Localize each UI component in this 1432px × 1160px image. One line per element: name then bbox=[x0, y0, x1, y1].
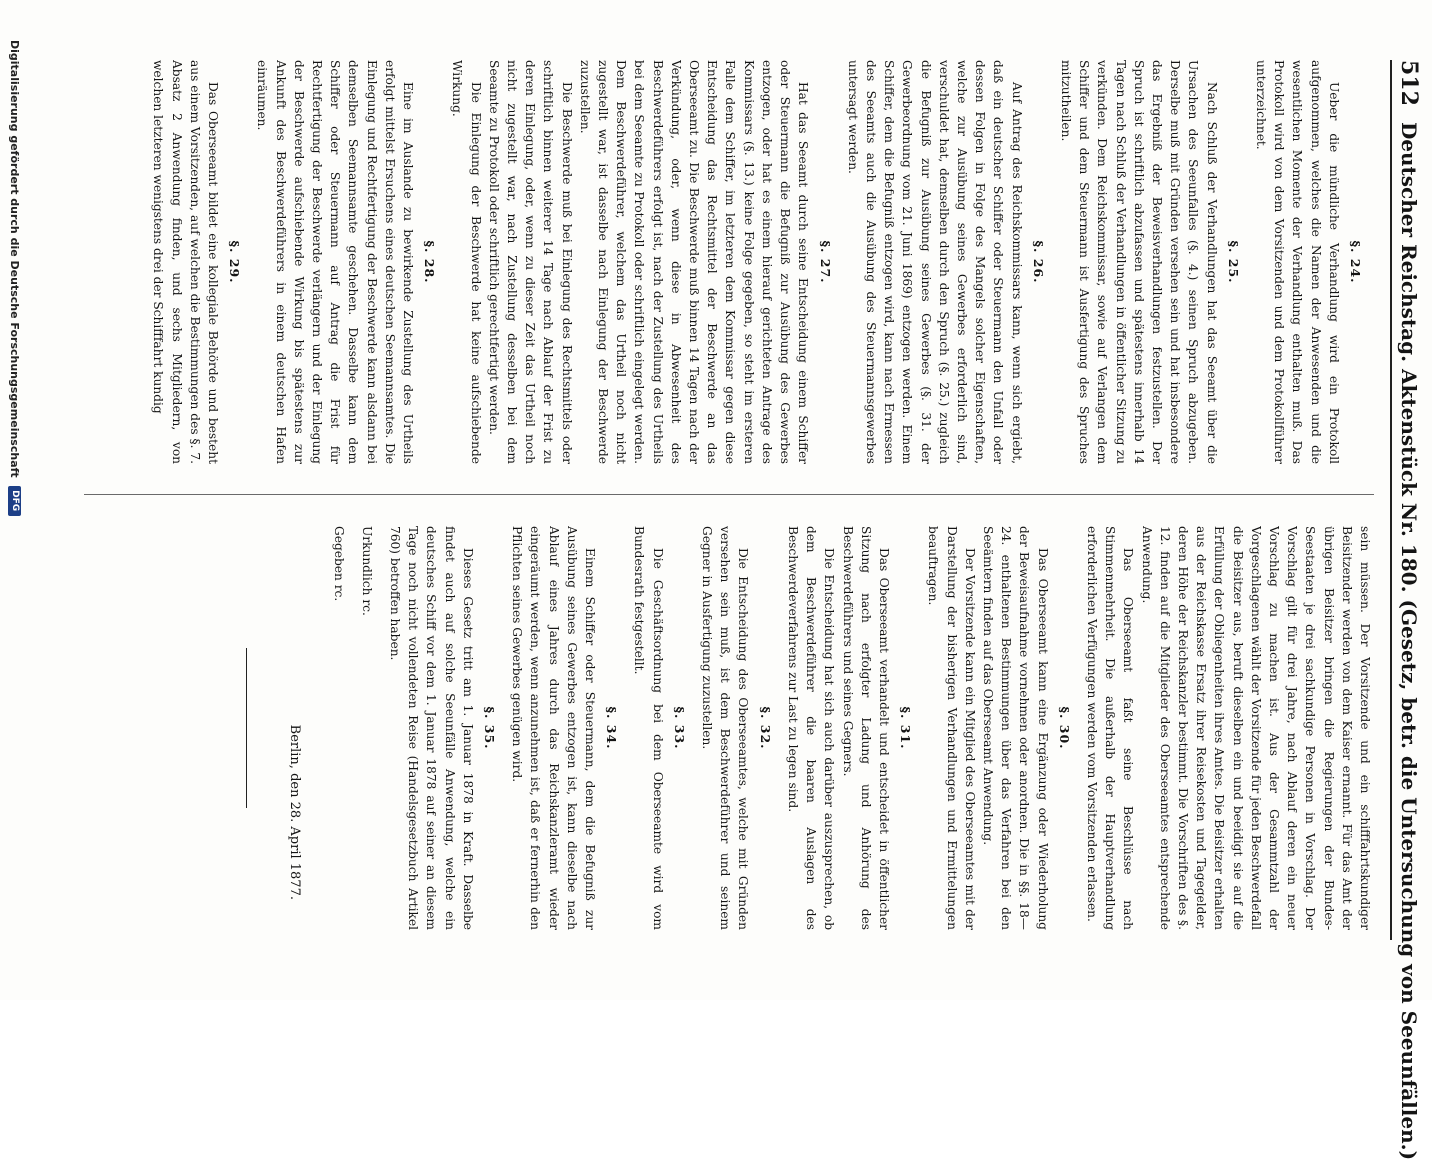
paragraph: Das Oberseeamt bildet eine kollegiale Behörde und besteht aus einem Vorsitzenden, auf welchen die Bestimmungen des §. 7. Absatz 2 Anwendung finden, und sechs Mitgliedern, von welchen letzteren wenigstens drei der Schifffahrt kundig bbox=[151, 60, 221, 464]
dfg-logo-icon: DFG bbox=[9, 486, 22, 516]
page-header bbox=[1390, 60, 1426, 1160]
page-footer bbox=[6, 40, 24, 960]
column-divider bbox=[84, 494, 1374, 495]
running-title: Deutscher Reichstag. Aktenstück Nr. 180. (Gesetz, betr. die Untersuchung von Seeunfällen.) bbox=[1397, 121, 1421, 1160]
closing-rule bbox=[246, 648, 247, 808]
paragraph: Der Vorsitzende kann ein Mitglied des Oberseeamtes mit der Darstellung der bisherigen Verhandlungen und Ermittelungen beauftragen. bbox=[926, 526, 977, 930]
left-column bbox=[84, 60, 1374, 464]
section-heading: §. 28. bbox=[422, 240, 438, 284]
paragraph: Die Entscheidung hat sich auch darüber auszusprechen, ob dem Beschwerdeführer die baaren Auslagen des Beschwerdeverfahrens zur Last zu legen sind. bbox=[785, 526, 837, 930]
paragraph: Die Entscheidung des Oberseeamtes, welche mit Gründen versehen sein muß, ist dem Beschwerdeführer und seinem Gegner in Ausfertigung zuzustellen. bbox=[700, 526, 751, 930]
paragraph: Das Oberseeamt faßt seine Beschlüsse nach Stimmenmehrheit. Die außerhalb der Hauptverhandlung erforderlichen Verfügungen werden vom Vorsitzenden erlassen. bbox=[1084, 526, 1136, 930]
section-heading: §. 34. bbox=[604, 706, 620, 750]
section-heading: §. 35. bbox=[482, 706, 498, 750]
page-number: 512 bbox=[1396, 60, 1422, 106]
paragraph: Einem Schiffer oder Steuermann, dem die Befugniß zur Ausübung seines Gewerbes entzogen ist, kann dieselbe nach Ablauf eines Jahres durch das Reichskanzleramt wieder eingeräumt werden, wenn anzunehmen ist, daß er fernerhin den Pflichten seines Gewerbes genügen wird. bbox=[510, 526, 598, 930]
digitization-credit: Digitalisierung gefördert durch die Deutsche Forschungsgemeinschaft bbox=[8, 40, 22, 478]
section-heading: §. 29. bbox=[227, 240, 243, 284]
section-heading: §. 32. bbox=[757, 706, 773, 750]
section-heading: §. 25. bbox=[1225, 240, 1241, 284]
paragraph: Auf Antrag des Reichskommissars kann, wenn sich ergiebt, daß ein deutscher Schiffer oder Steuermann den Unfall oder dessen Folgen in Folge des Mangels solcher Eigenschaften, welche zur Ausübung seines Gewerbes erforderlich sind, verschuldet hat, demselben durch den Spruch (§. 25.) zugleich die Befugniß zur Ausübung seines Gewerbes (§. 31. der Gewerbeordnung vom 21. Juni 1869) entzogen werden. Einem Schiffer, dem die Befugniß entzogen wird, kann nach Ermessen des Seeamts auch die Ausübung des Steuermannsgewerbes untersagt werden. bbox=[845, 60, 1024, 464]
paragraph: Ueber die mündliche Verhandlung wird ein Protokoll aufgenommen, welches die Namen der Anwesenden und die wesentlichen Momente der Verhandlung enthalten muß. Das Protokoll wird von dem Vorsitzenden und dem Protokollführer unterzeichnet. bbox=[1253, 60, 1341, 464]
paragraph: Dieses Gesetz tritt am 1. Januar 1878 in Kraft. Dasselbe findet auch auf solche Seeunfälle Anwendung, welche ein deutsches Schiff vor dem 1. Januar 1878 auf seiner an diesem Tage noch nicht vollendeten Reise (Handelsgesetzbuch Artikel 760) betroffen haben. bbox=[388, 526, 475, 930]
section-heading: §. 30. bbox=[1056, 706, 1072, 750]
closing-line: Urkundlich rc. bbox=[359, 526, 374, 616]
right-column bbox=[84, 526, 1374, 930]
section-heading: §. 31. bbox=[898, 706, 914, 750]
section-heading: §. 33. bbox=[671, 706, 687, 750]
paragraph: Die Einlegung der Beschwerde hat keine aufschiebende Wirkung. bbox=[450, 60, 483, 464]
paragraph: Hat das Seeamt durch seine Entscheidung einem Schiffer oder Steuermann die Befugniß zur Ausübung des Gewerbes entzogen, oder hat es einem hierauf gerichteten Antrage des Kommissars (§. 13.) keine Folge gegeben, so steht im ersteren Falle dem Schiffer, im letzteren dem Kommissar gegen diese Entscheidung das Rechtsmittel der Beschwerde an das Oberseeamt zu. Die Beschwerde muß binnen 14 Tagen nach der Verkündung, oder, wenn diese in Abwesenheit des Beschwerdeführers erfolgt ist, nach der Zustellung des Urtheils bei dem Seeamte zu Protokoll oder schriftlich eingelegt werden. Dem Beschwerdeführer, welchem das Urtheil noch nicht zugestellt war, ist dasselbe nach Einlegung der Beschwerde zuzustellen. bbox=[577, 60, 811, 464]
section-heading: §. 26. bbox=[1030, 240, 1046, 284]
section-heading: §. 27. bbox=[817, 240, 833, 284]
paragraph: Eine im Auslande zu bewirkende Zustellung des Urtheils erfolgt mittelst Ersuchens eines deutschen Seemannsamtes. Die Einlegung und Rechtfertigung der Beschwerde kann alsdann bei demselben Seemannsamte geschehen. Dasselbe kann dem Schiffer oder Steuermann auf Antrag die Frist für Rechtfertigung der Beschwerde verlängern und der Einlegung der Beschwerde aufschiebende Wirkung bis spätestens zur Ankunft des Beschwerdeführers in einem deutschen Hafen einräumen. bbox=[255, 60, 416, 464]
paragraph: sein müssen. Der Vorsitzende und ein schifffahrtskundiger Beisitzender werden von dem Kaiser ernannt. Für das Amt der übrigen Beisitzer bringen die Regierungen der Bundes-Seestaaten je drei sachkundige Personen in Vorschlag. Der Vorschlag gilt für drei Jahre, nach Ablauf deren ein neuer Vorschlag zu machen ist. Aus der Gesammtzahl der Vorgeschlagenen wählt der Vorsitzende für jeden Beschwerdefall die Beisitzer aus, beruft dieselben ein und beeidigt sie auf die Erfüllung der Obliegenheiten ihres Amtes. Die Beisitzer erhalten aus der Reichskasse Ersatz ihrer Reisekosten und Tagegelder, deren Höhe der Reichskanzler bestimmt. Die Vorschriften des §. 12. finden auf die Mitglieder des Oberseeamtes entsprechende Anwendung. bbox=[1139, 526, 1372, 930]
paragraph: Das Oberseeamt kann eine Ergänzung oder Wiederholung der Beweisaufnahme vornehmen oder anordnen. Die in §§. 18—24. enthaltenen Bestimmungen über das Verfahren bei den Seeämtern finden auf das Oberseeamt Anwendung. bbox=[980, 526, 1050, 930]
paragraph: Die Beschwerde muß bei Einlegung des Rechtsmittels oder schriftlich binnen weiterer 14 Tage nach Ablauf der Frist zu deren Einlegung, oder, wenn zu dieser Zeit das Urtheil noch nicht zugestellt war, nach Zustellung desselben bei dem Seeamte zu Protokoll oder schriftlich gerechtfertigt werden. bbox=[486, 60, 574, 464]
place-and-date: Berlin, den 28. April 1877. bbox=[287, 724, 303, 900]
section-heading: §. 24. bbox=[1348, 240, 1363, 284]
paragraph: Die Geschäftsordnung bei dem Oberseeamte wird vom Bundesrath festgestellt. bbox=[632, 526, 665, 930]
paragraph: Nach Schluß der Verhandlungen hat das Seeamt über die Ursachen des Seeunfalles (§. 4.) seinen Spruch abzugeben. Derselbe muß mit Gründen versehen sein und hat insbesondere das Ergebniß der Beweisverhandlungen festzustellen. Der Spruch ist schriftlich abzufassen und spätestens innerhalb 14 Tagen nach Schluß der Verhandlungen in öffentlicher Sitzung zu verkünden. Dem Reichskommissar, sowie auf Verlangen dem Schiffer und dem Steuermann ist Ausfertigung des Spruches mitzutheilen. bbox=[1058, 60, 1219, 464]
paragraph: Das Oberseeamt verhandelt und entscheidet in öffentlicher Sitzung nach erfolgter Ladung und Anhörung des Beschwerdeführers und seines Gegners. bbox=[840, 526, 891, 930]
closing-line: Gegeben rc. bbox=[331, 526, 346, 602]
